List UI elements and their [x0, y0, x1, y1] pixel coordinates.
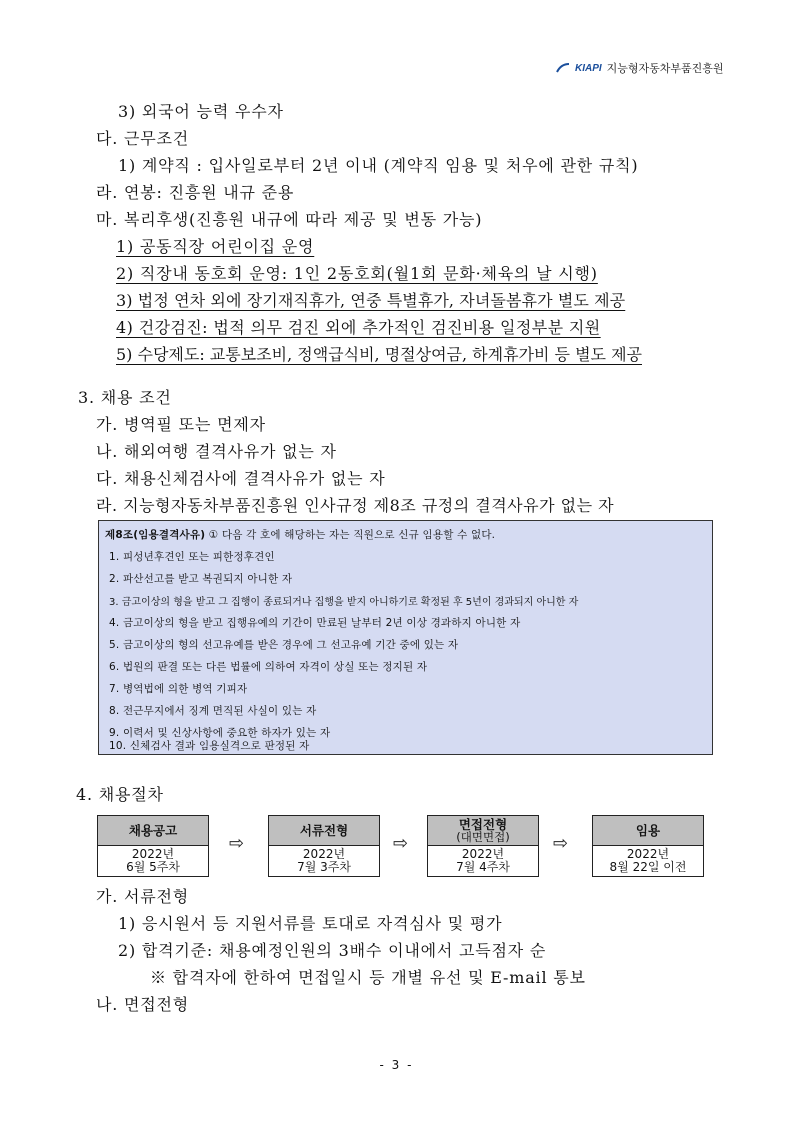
rule-item: 5. 금고이상의 형의 선고유예를 받은 경우에 그 선고유예 기간 중에 있는 자 — [109, 639, 459, 651]
process-step-announcement — [97, 815, 209, 877]
rule-item: 3. 금고이상의 형을 받고 그 집행이 종료되거나 집행을 받지 아니하기로 확정된 후 5년이 경과되지 아니한 자 — [109, 597, 579, 608]
step-year: 2022년 — [461, 847, 505, 861]
arrow-right-icon: ⇨ — [393, 833, 409, 854]
welfare-item: 2) 직장내 동호회 운영: 1인 2동호회(월1회 문화·체육의 날 시행) — [116, 264, 598, 283]
rule-title-rest: ① 다음 각 호에 해당하는 자는 직원으로 신규 임용할 수 없다. — [205, 529, 496, 541]
section3-item: 라. 지능형자동차부품진흥원 인사규정 제8조 규정의 결격사유가 없는 자 — [96, 496, 615, 515]
rule-title-bold: 제8조(임용결격사유) — [105, 529, 206, 541]
step-sub: (대면면접) — [456, 829, 510, 844]
step-period: 7월 4주차 — [456, 860, 510, 874]
line-foreign-language: 3) 외국어 능력 우수자 — [118, 102, 284, 121]
section3-title: 3. 채용 조건 — [78, 388, 172, 407]
rule-title — [105, 527, 495, 542]
kiapi-logo-icon — [556, 62, 570, 74]
screening-item: 2) 합격기준: 채용예정인원의 3배수 이내에서 고득점자 순 — [118, 941, 547, 960]
section3-item: 다. 채용신체검사에 결격사유가 없는 자 — [96, 469, 386, 488]
step-name: 서류전형 — [299, 823, 349, 838]
step-period: 7월 3주차 — [297, 860, 351, 874]
page-number: - 3 - — [379, 1058, 414, 1072]
rule-item: 7. 병역법에 의한 병역 기피자 — [109, 683, 248, 695]
rule-item: 2. 파산선고를 받고 복권되지 아니한 자 — [109, 573, 293, 585]
rule-item: 10. 신체검사 결과 임용실격으로 판정된 자 — [109, 740, 310, 752]
step-year: 2022년 — [131, 847, 175, 861]
screening-note: ※ 합격자에 한하여 면접일시 등 개별 유선 및 E-mail 통보 — [150, 968, 586, 987]
process-step-document-screening — [268, 815, 380, 877]
welfare-item: 3) 법정 연차 외에 장기재직휴가, 연중 특별휴가, 자녀돌봄휴가 별도 제공 — [116, 291, 626, 310]
section4-title: 4. 채용절차 — [76, 785, 164, 804]
step-name: 채용공고 — [128, 823, 178, 838]
section3-item: 가. 병역필 또는 면제자 — [96, 415, 266, 434]
section3-item: 나. 해외여행 결격사유가 없는 자 — [96, 442, 337, 461]
org-name: 지능형자동차부품진흥원 — [606, 62, 724, 75]
process-step-interview — [427, 815, 539, 877]
screening-title: 가. 서류전형 — [96, 887, 190, 906]
line-contract: 1) 계약직 : 입사일로부터 2년 이내 (계약직 임용 및 처우에 관한 규칙) — [118, 156, 639, 175]
rule-item: 4. 금고이상의 형을 받고 집행유예의 기간이 만료된 날부터 2년 이상 경과하지 아니한 자 — [109, 617, 521, 629]
welfare-item: 1) 공동직장 어린이집 운영 — [116, 237, 315, 256]
rule-item: 9. 이력서 및 신상사항에 중요한 하자가 있는 자 — [109, 727, 331, 739]
welfare-item: 5) 수당제도: 교통보조비, 정액급식비, 명절상여금, 하계휴가비 등 별도 제공 — [116, 345, 642, 364]
arrow-right-icon: ⇨ — [553, 833, 569, 854]
line-work-conditions: 다. 근무조건 — [96, 129, 190, 148]
header-logo — [556, 58, 724, 78]
rule-item: 8. 전근무지에서 징계 면직된 사실이 있는 자 — [109, 705, 317, 717]
step-year: 2022년 — [302, 847, 346, 861]
interview-title: 나. 면접전형 — [96, 995, 190, 1014]
line-salary: 라. 연봉: 진흥원 내규 준용 — [96, 183, 295, 202]
welfare-item: 4) 건강검진: 법적 의무 검진 외에 추가적인 검진비용 일정부분 지원 — [116, 318, 601, 337]
arrow-right-icon: ⇨ — [229, 833, 245, 854]
process-step-appointment — [592, 815, 704, 877]
rule-item: 1. 피성년후견인 또는 피한정후견인 — [109, 551, 275, 563]
step-name: 임용 — [635, 823, 661, 838]
step-period: 6월 5주차 — [126, 860, 180, 874]
disqualification-rule-box — [98, 520, 713, 755]
screening-item: 1) 응시원서 등 지원서류를 토대로 자격심사 및 평가 — [118, 914, 503, 933]
rule-item: 6. 법원의 판결 또는 다른 법률에 의하여 자격이 상실 또는 정지된 자 — [109, 661, 428, 673]
logo-mark: KIAPI — [575, 62, 602, 74]
line-welfare: 마. 복리후생(진흥원 내규에 따라 제공 및 변동 가능) — [96, 210, 483, 229]
step-year: 2022년 — [626, 847, 670, 861]
step-period: 8월 22일 이전 — [609, 860, 687, 874]
step-name: 면접전형 — [458, 816, 508, 832]
